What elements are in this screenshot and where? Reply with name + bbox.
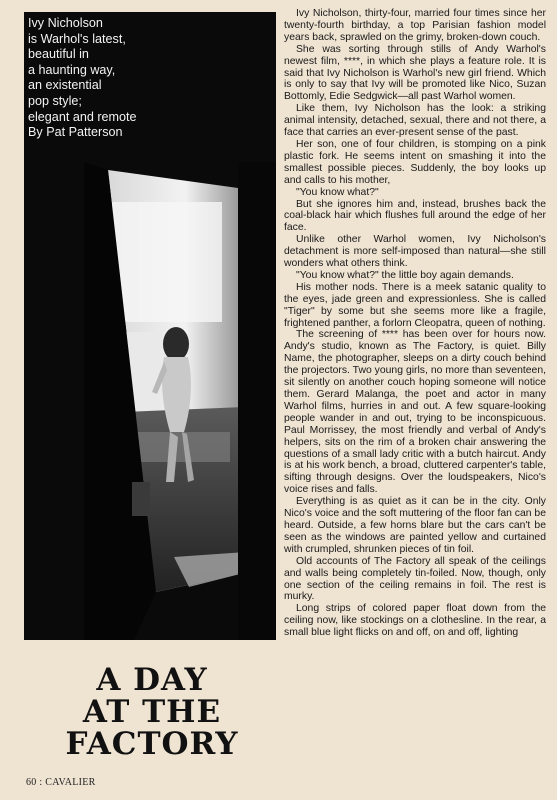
deck-line: pop style; [28, 93, 82, 108]
paragraph: The screening of **** has been over for hours now. Andy's studio, known as The Factory, is quiet. Billy Name, the photographer, sleeps on a dirty couch behind the projectors. Two young girls, no more than seventeen, sit silently on another couch hoping someone will notice them. Gerard Malanga, the poet and actor in many Warhol films, hurries in and out. A few square-looking people wander in and out, trying to be inconspicuous. Paul Morrissey, the most friendly and verbal of Andy's helpers, sits on the rim of a broken chair answering the questions of a small lady critic with a butch haircut. Andy is at his work bench, a broad, cluttered carpenter's table, sifting through designs. Over the loudspeakers, Nico's voice rises and falls. [284, 329, 546, 496]
page-folio: 60 : CAVALIER [26, 777, 96, 788]
article-deck [28, 16, 268, 141]
deck-line: beautiful in [28, 47, 89, 62]
headline-line: AT THE [82, 694, 222, 730]
headline [30, 664, 274, 760]
paragraph: "You know what?" [296, 186, 379, 198]
paragraph: His mother nods. There is a meek satanic quality to the eyes, jade green and expressionless. She is called "Tiger" by some but she seems more like a fragile, frightened panther, a forlorn Cleopatra, queen of nothing. [284, 281, 546, 329]
paragraph: She was sorting through stills of Andy Warhol's newest film, ****, in which she plays a feature role. It is said that Ivy Nicholson is Warhol's new girl friend. Which is only to say that Ivy will be promoted like Nico, Suzan Bottomly, Edie Sedgwick—all past Warhol women. [284, 43, 546, 103]
article-body [284, 8, 546, 639]
deck-line: an existential [28, 78, 102, 93]
paragraph: Unlike other Warhol women, Ivy Nicholson's detachment is more self-imposed than natural—she still wonders what others think. [284, 234, 546, 270]
headline-line: FACTORY [65, 726, 239, 762]
paragraph: Long strips of colored paper float down from the ceiling now, like stockings on a clothesline. In the rear, a small blue light flicks on and off, on and off, lighting [284, 603, 546, 639]
paragraph: Everything is as quiet as it can be in the city. Only Nico's voice and the soft muttering of the floor fan can be heard. Outside, a few horns blare but the cars can't be seen as the windows are painted yellow and curtained with crumpled, shrunken pieces of tin foil. [284, 496, 546, 555]
headline-line: A DAY [96, 662, 208, 698]
deck-line: a haunting way, [28, 62, 116, 77]
paragraph: But she ignores him and, instead, brushes back the coal-black hair which flushes full around the edge of her face. [284, 198, 546, 234]
paragraph: Her son, one of four children, is stomping on a pink plastic fork. He seems intent on smashing it into the smallest possible pieces. Suddenly, the boy looks up and calls to his mother, [284, 138, 546, 186]
paragraph: "You know what?" the little boy again demands. [296, 269, 514, 281]
paragraph: Old accounts of The Factory all speak of the ceilings and walls being completely tin-foiled. Now, though, only one section of the ceiling remains in foil. The rest is murky. [284, 555, 546, 603]
deck-line: Ivy Nicholson [28, 16, 103, 30]
deck-line: elegant and remote [28, 109, 137, 124]
paragraph: Ivy Nicholson, thirty-four, married four times since her twenty-fourth birthday, a top Parisian fashion model years back, sprawled on the grimy, broken-down couch. [284, 8, 546, 43]
byline: By Pat Patterson [28, 125, 123, 140]
article-photo [24, 12, 276, 640]
paragraph: Like them, Ivy Nicholson has the look: a striking animal intensity, detached, sexual, there and not there, a face that carries an ever-present sense of the past. [284, 103, 546, 139]
deck-line: is Warhol's latest, [28, 31, 126, 46]
